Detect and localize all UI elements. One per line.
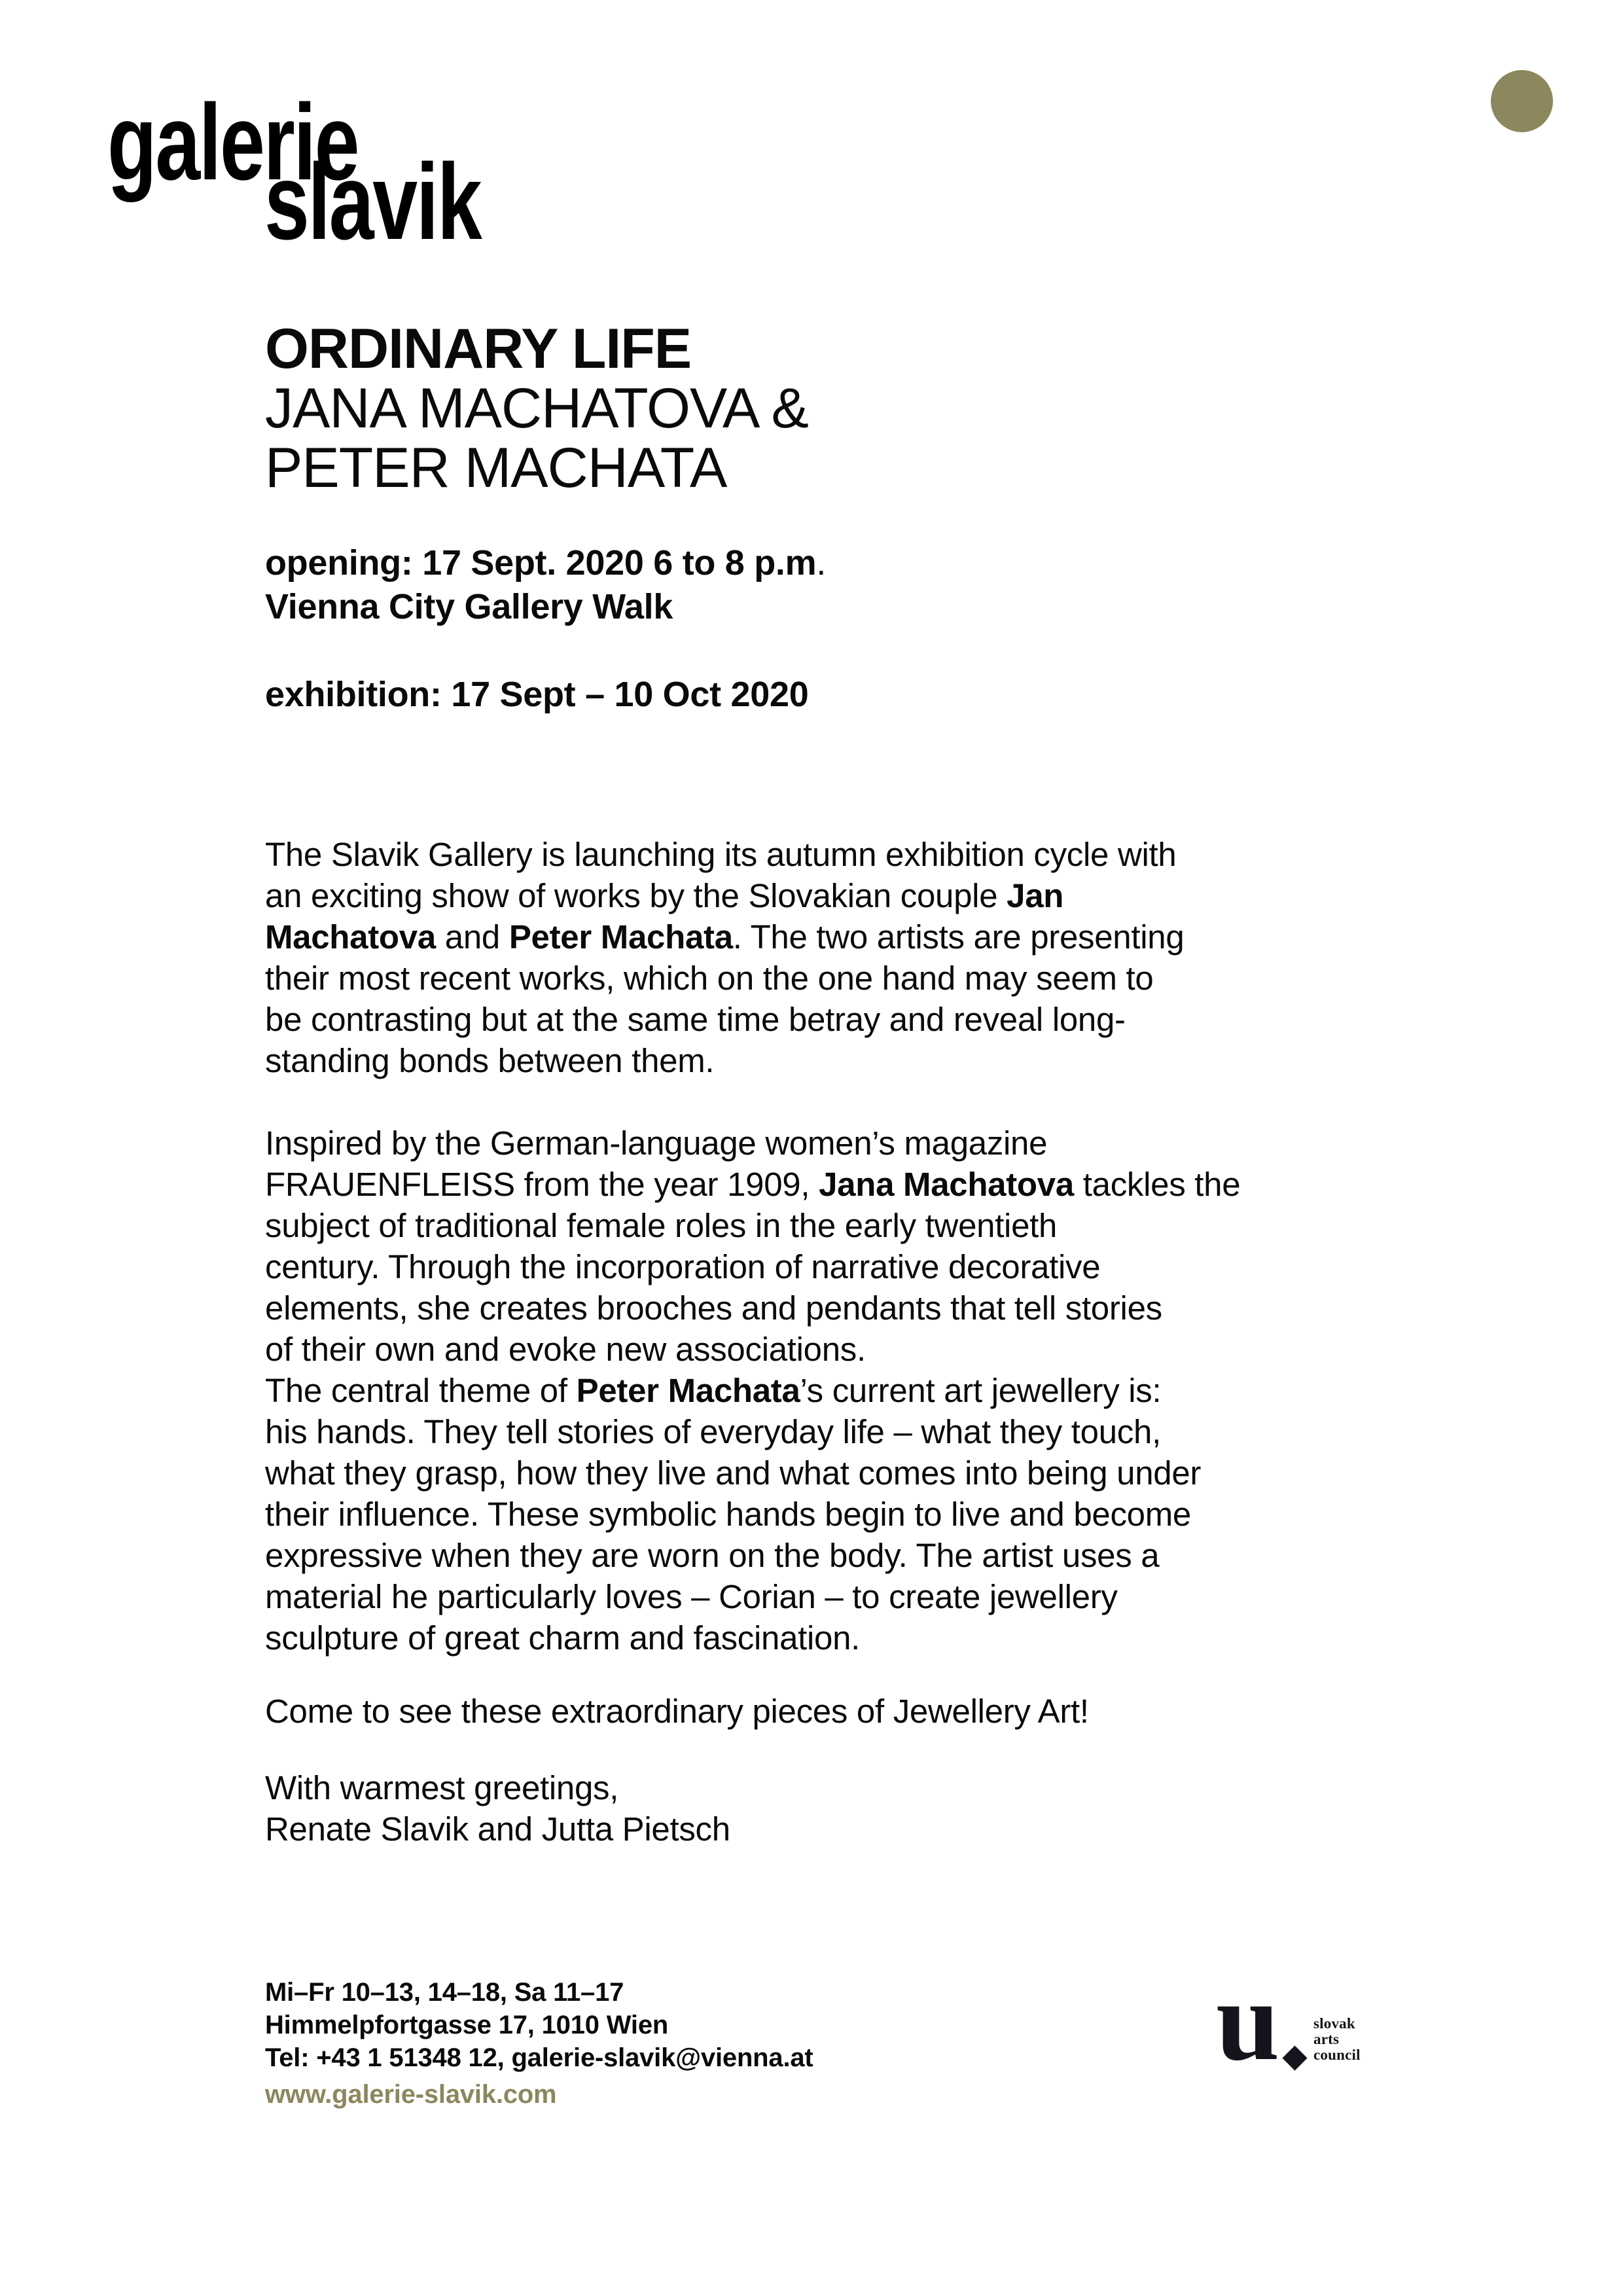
- artists-paragraph: [265, 1122, 1240, 1659]
- text-line: Inspired by the German-language women’s magazine: [265, 1124, 1048, 1162]
- logo-word-galerie: galerie: [107, 82, 359, 202]
- website-link[interactable]: www.galerie-slavik.com: [265, 2080, 557, 2109]
- opening-hours: Mi–Fr 10–13, 14–18, Sa 11–17: [265, 1978, 624, 2007]
- artist-name-line: JANA MACHATOVA &: [265, 377, 808, 440]
- sponsor-diamond-dot-icon: [1282, 2045, 1307, 2070]
- sponsor-name-line: slovak: [1313, 2015, 1355, 2032]
- text-line: Machatova and Peter Machata. The two artists are presenting: [265, 918, 1185, 956]
- text-line: of their own and evoke new associations.: [265, 1331, 866, 1368]
- text-line: Vienna City Gallery Walk: [265, 587, 673, 626]
- text-line: their influence. These symbolic hands begin to live and become: [265, 1496, 1191, 1533]
- intro-paragraph: [265, 834, 1184, 1081]
- text-line: what they grasp, how they live and what comes into being under: [265, 1454, 1202, 1492]
- text-line: material he particularly loves – Corian – to create jewellery: [265, 1578, 1118, 1615]
- text-line: be contrasting but at the same time betray and reveal long-: [265, 1001, 1126, 1038]
- sponsor-name-line: council: [1313, 2047, 1361, 2063]
- event-details: [265, 541, 826, 717]
- text-line: exhibition: 17 Sept – 10 Oct 2020: [265, 675, 809, 714]
- exhibition-title: [265, 319, 808, 498]
- text-line: elements, she creates brooches and pendants that tell stories: [265, 1289, 1162, 1327]
- text-line: an exciting show of works by the Slovakian couple Jan: [265, 877, 1064, 914]
- signature-block: [265, 1767, 730, 1850]
- logo-word-slavik: slavik: [264, 141, 481, 262]
- sponsor-name-line: arts: [1313, 2031, 1340, 2047]
- text-line: FRAUENFLEISS from the year 1909, Jana Machatova tackles the: [265, 1166, 1241, 1203]
- text-line: [265, 629, 826, 673]
- text-line: his hands. They tell stories of everyday life – what they touch,: [265, 1413, 1161, 1450]
- phone-and-email: Tel: +43 1 51348 12, galerie-slavik@vienna.at: [265, 2043, 813, 2072]
- text-line: The central theme of Peter Machata’s current art jewellery is:: [265, 1372, 1162, 1409]
- signature-names: Renate Slavik and Jutta Pietsch: [265, 1810, 730, 1848]
- accent-circle-icon: [1491, 70, 1553, 132]
- text-line: century. Through the incorporation of narrative decorative: [265, 1248, 1101, 1285]
- gallery-contact-block: [265, 1976, 813, 2074]
- gallery-address: Himmelpfortgasse 17, 1010 Wien: [265, 2011, 669, 2039]
- sponsor-name: [1313, 2016, 1361, 2063]
- text-line: subject of traditional female roles in the early twentieth: [265, 1207, 1058, 1244]
- text-line: The Slavik Gallery is launching its autumn exhibition cycle with: [265, 836, 1177, 873]
- exhibition-title-line: ORDINARY LIFE: [265, 317, 692, 380]
- invitation-line: Come to see these extraordinary pieces of Jewellery Art!: [265, 1693, 1089, 1730]
- text-line: sculpture of great charm and fascination.: [265, 1619, 861, 1657]
- text-line: expressive when they are worn on the body. The artist uses a: [265, 1537, 1160, 1574]
- text-line: standing bonds between them.: [265, 1042, 715, 1079]
- artist-name-line: PETER MACHATA: [265, 437, 727, 499]
- greeting-line: With warmest greetings,: [265, 1769, 619, 1806]
- text-line: opening: 17 Sept. 2020 6 to 8 p.m.: [265, 543, 827, 583]
- sponsor-u-mark: u: [1216, 1957, 1280, 2084]
- text-line: their most recent works, which on the one hand may seem to: [265, 960, 1154, 997]
